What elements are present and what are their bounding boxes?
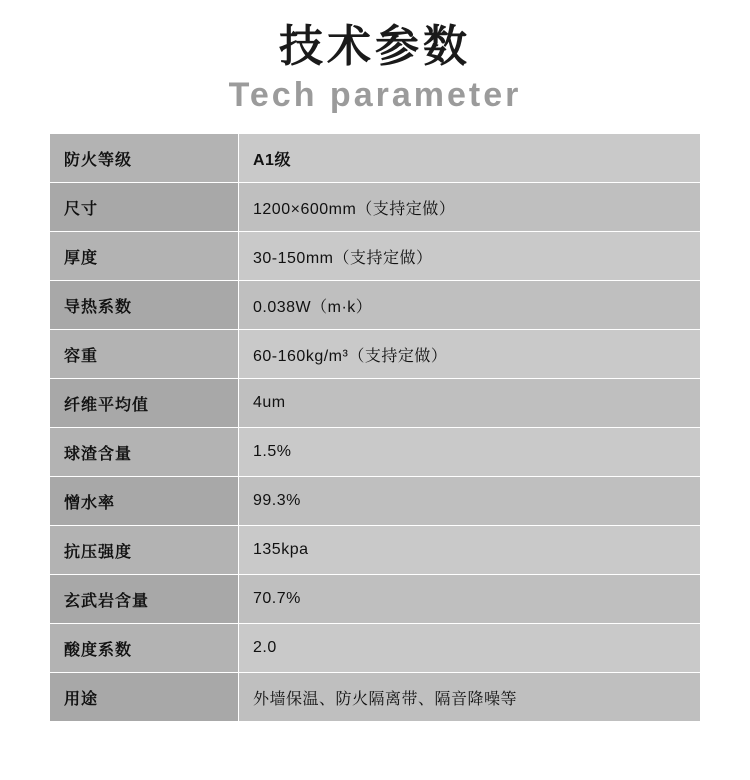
spec-label: 纤维平均值 (50, 379, 239, 428)
table-row (50, 673, 701, 722)
spec-label: 酸度系数 (50, 624, 239, 673)
spec-label: 用途 (50, 673, 239, 722)
table-row (50, 379, 701, 428)
spec-label: 防火等级 (50, 134, 239, 183)
page-header (0, 0, 750, 115)
spec-label: 玄武岩含量 (50, 575, 239, 624)
spec-label: 尺寸 (50, 183, 239, 232)
spec-label: 导热系数 (50, 281, 239, 330)
page-title-en: Tech parameter (228, 75, 522, 114)
table-row (50, 624, 701, 673)
spec-value: 2.0 (239, 624, 701, 673)
spec-label: 球渣含量 (50, 428, 239, 477)
spec-value: 1200×600mm（支持定做） (239, 183, 701, 232)
spec-value: A1级 (239, 134, 701, 183)
table-row (50, 575, 701, 624)
table-row (50, 232, 701, 281)
table-row (50, 134, 701, 183)
spec-value: 4um (239, 379, 701, 428)
spec-label: 容重 (50, 330, 239, 379)
spec-value: 60-160kg/m³（支持定做） (239, 330, 701, 379)
spec-table-container (49, 133, 701, 722)
spec-label: 憎水率 (50, 477, 239, 526)
table-row (50, 477, 701, 526)
spec-label: 抗压强度 (50, 526, 239, 575)
spec-value: 135kpa (239, 526, 701, 575)
table-row (50, 428, 701, 477)
spec-value: 1.5% (239, 428, 701, 477)
spec-value: 0.038W（m·k） (239, 281, 701, 330)
table-row (50, 330, 701, 379)
spec-value: 外墙保温、防火隔离带、隔音降噪等 (239, 673, 701, 722)
table-row (50, 183, 701, 232)
page-title-cn: 技术参数 (279, 22, 471, 71)
spec-value: 70.7% (239, 575, 701, 624)
table-row (50, 281, 701, 330)
spec-label: 厚度 (50, 232, 239, 281)
table-row (50, 526, 701, 575)
spec-value: 99.3% (239, 477, 701, 526)
spec-table-body (50, 134, 701, 722)
spec-value: 30-150mm（支持定做） (239, 232, 701, 281)
spec-table (49, 133, 701, 722)
